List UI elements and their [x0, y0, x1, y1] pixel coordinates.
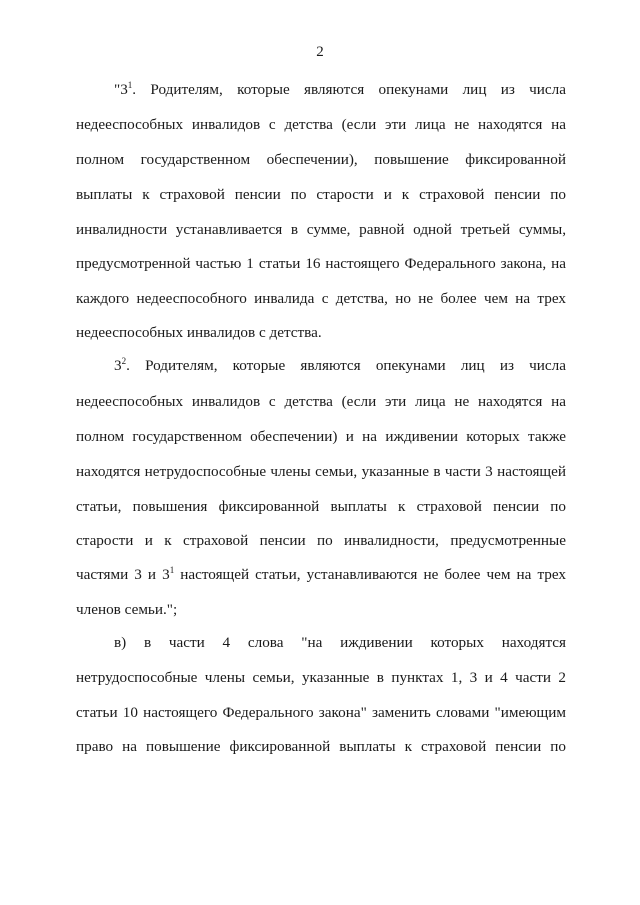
paragraph-3-line-1: в) в части 4 слова "на иждивении которых находятся	[114, 634, 566, 651]
paragraph-1-line-1: "$3^1$. Родителям, которые являются опекунами лиц из числа	[114, 80, 566, 98]
paragraph-3-line-4: право на повышение фиксированной выплаты к страховой пенсии по	[76, 738, 566, 755]
paragraph-2-line-7: частями 3 и $3^1$ настоящей статьи, устанавливаются не более чем на трех	[76, 565, 567, 583]
paragraph-2-line-1: $3^2$. Родителям, которые являются опекунами лиц из числа	[114, 356, 566, 374]
paragraph-3-line-3: статьи 10 настоящего Федерального закона" заменить словами "имеющим	[76, 704, 566, 721]
paragraph-1-line-5: инвалидности устанавливается в сумме, равной одной третьей суммы,	[76, 221, 566, 238]
paragraph-2-line-5: статьи, повышения фиксированной выплаты к страховой пенсии по	[76, 498, 566, 515]
page-number: 2	[316, 44, 324, 60]
paragraph-2-line-6: старости и к страховой пенсии по инвалидности, предусмотренные	[76, 532, 566, 549]
paragraph-2-line-4: находятся нетрудоспособные члены семьи, указанные в части 3 настоящей	[76, 463, 566, 480]
paragraph-1-line-2: недееспособных инвалидов с детства (если эти лица не находятся на	[76, 116, 566, 133]
paragraph-2-line-3: полном государственном обеспечении) и на иждивении которых также	[76, 428, 566, 445]
paragraph-1-line-3: полном государственном обеспечении), повышение фиксированной	[76, 151, 566, 168]
paragraph-2-line-2: недееспособных инвалидов с детства (если эти лица не находятся на	[76, 393, 566, 410]
paragraph-2-line-8: членов семьи.";	[76, 601, 178, 618]
paragraph-1-line-7: каждого недееспособного инвалида с детства, но не более чем на трех	[76, 290, 566, 307]
superscript: 2	[121, 356, 127, 366]
paragraph-1-line-4: выплаты к страховой пенсии по старости и к страховой пенсии по	[76, 186, 566, 203]
paragraph-1-line-8: недееспособных инвалидов с детства.	[76, 324, 322, 341]
paragraph-1-line-6: предусмотренной частью 1 статьи 16 настоящего Федерального закона, на	[76, 255, 566, 272]
superscript: 1	[169, 565, 175, 575]
superscript: 1	[127, 80, 133, 90]
paragraph-3-line-2: нетрудоспособные члены семьи, указанные в пунктах 1, 3 и 4 части 2	[76, 669, 566, 686]
